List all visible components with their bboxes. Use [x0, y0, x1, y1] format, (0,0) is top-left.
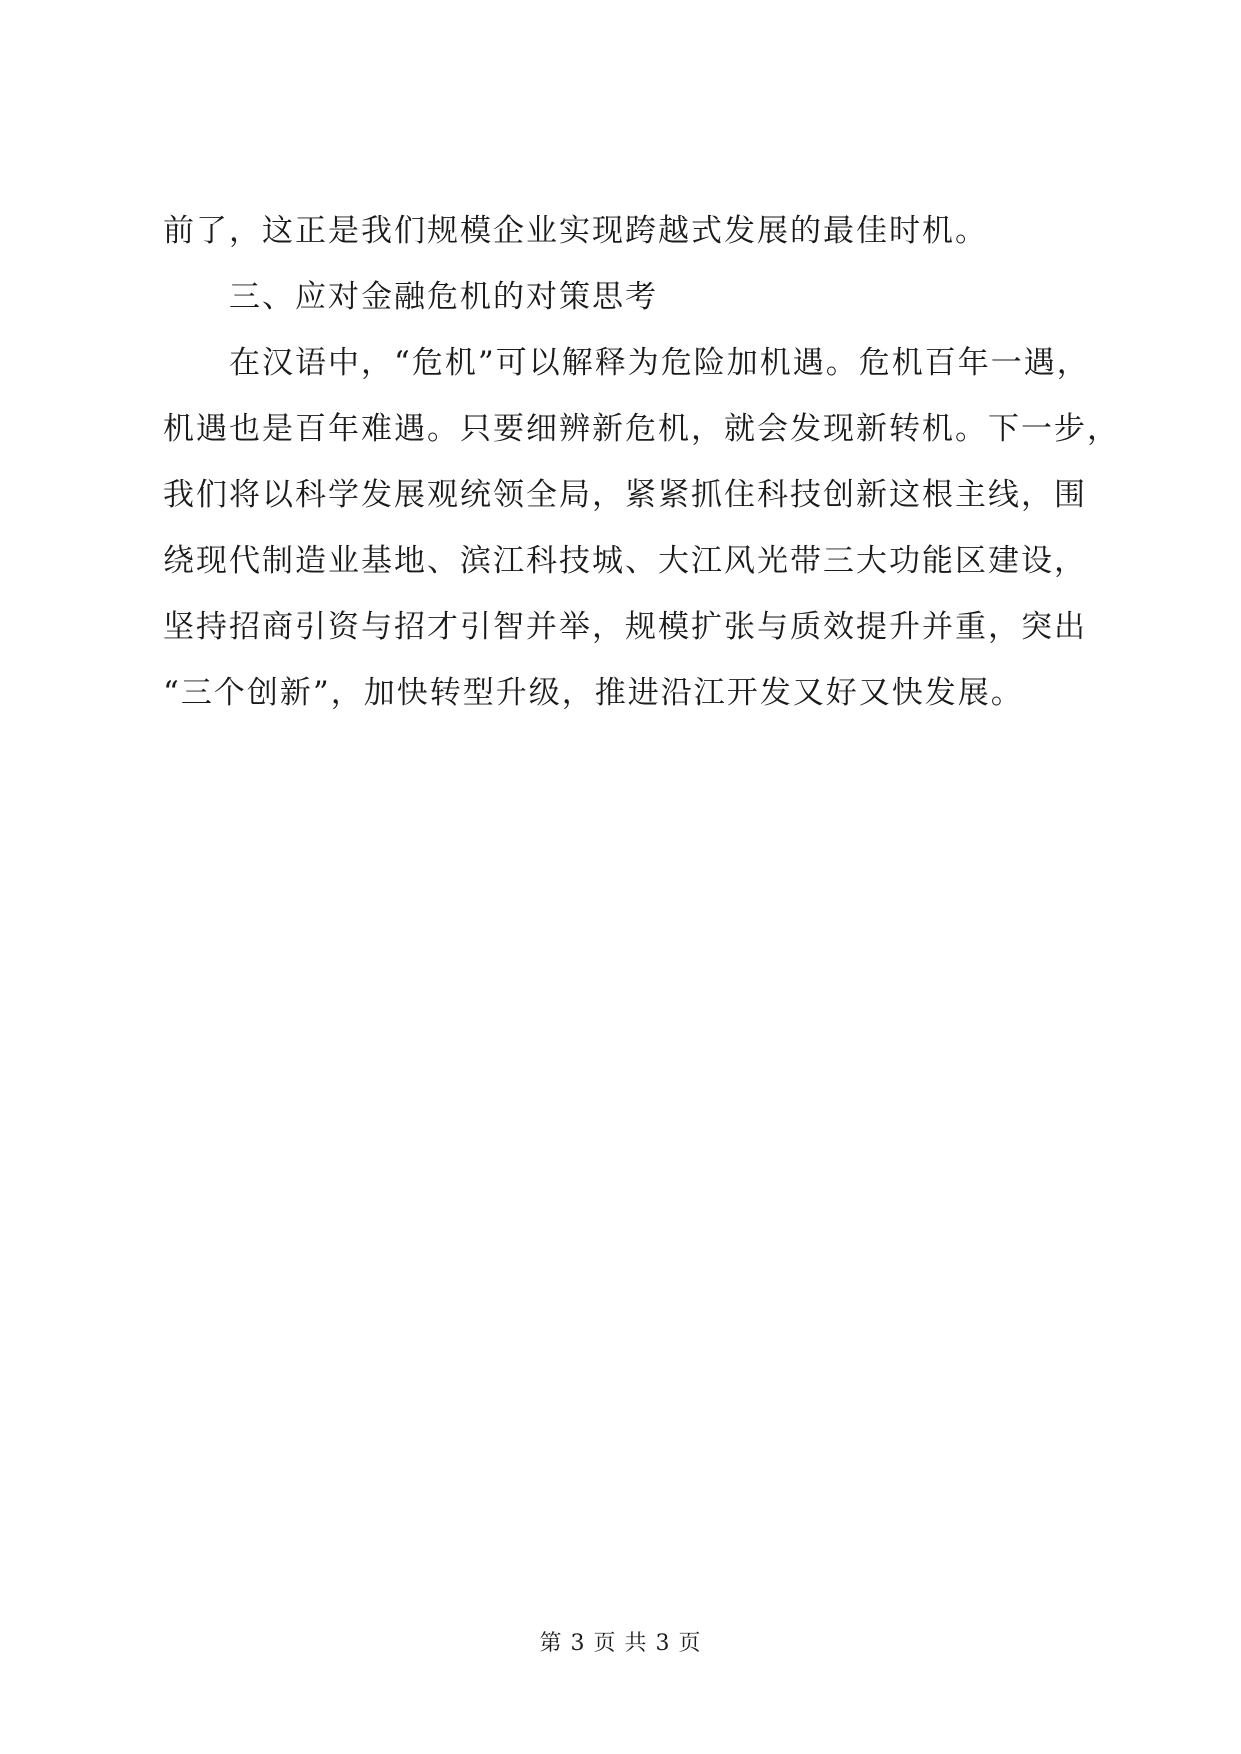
page-number-footer: 第 3 页 共 3 页	[539, 1631, 702, 1656]
paragraph-line: 坚持招商引资与招才引智并举，规模扩张与质效提升并重，突出	[163, 609, 1087, 645]
paragraph-line-end: “三个创新”，加快转型升级，推进沿江开发又好又快发展。	[163, 675, 1024, 711]
paragraph-line: 机遇也是百年难遇。只要细辨新危机，就会发现新转机。下一步，	[163, 411, 1120, 447]
paragraph-line-continuation: 前了，这正是我们规模企业实现跨越式发展的最佳时机。	[163, 213, 988, 249]
section-heading: 三、应对金融危机的对策思考	[229, 279, 658, 315]
paragraph-line-start: 在汉语中，“危机”可以解释为危险加机遇。危机百年一遇，	[229, 345, 1090, 381]
document-body	[163, 198, 1120, 726]
paragraph-line: 我们将以科学发展观统领全局，紧紧抓住科技创新这根主线，围	[163, 477, 1087, 513]
paragraph-line: 绕现代制造业基地、滨江科技城、大江风光带三大功能区建设，	[163, 543, 1087, 579]
